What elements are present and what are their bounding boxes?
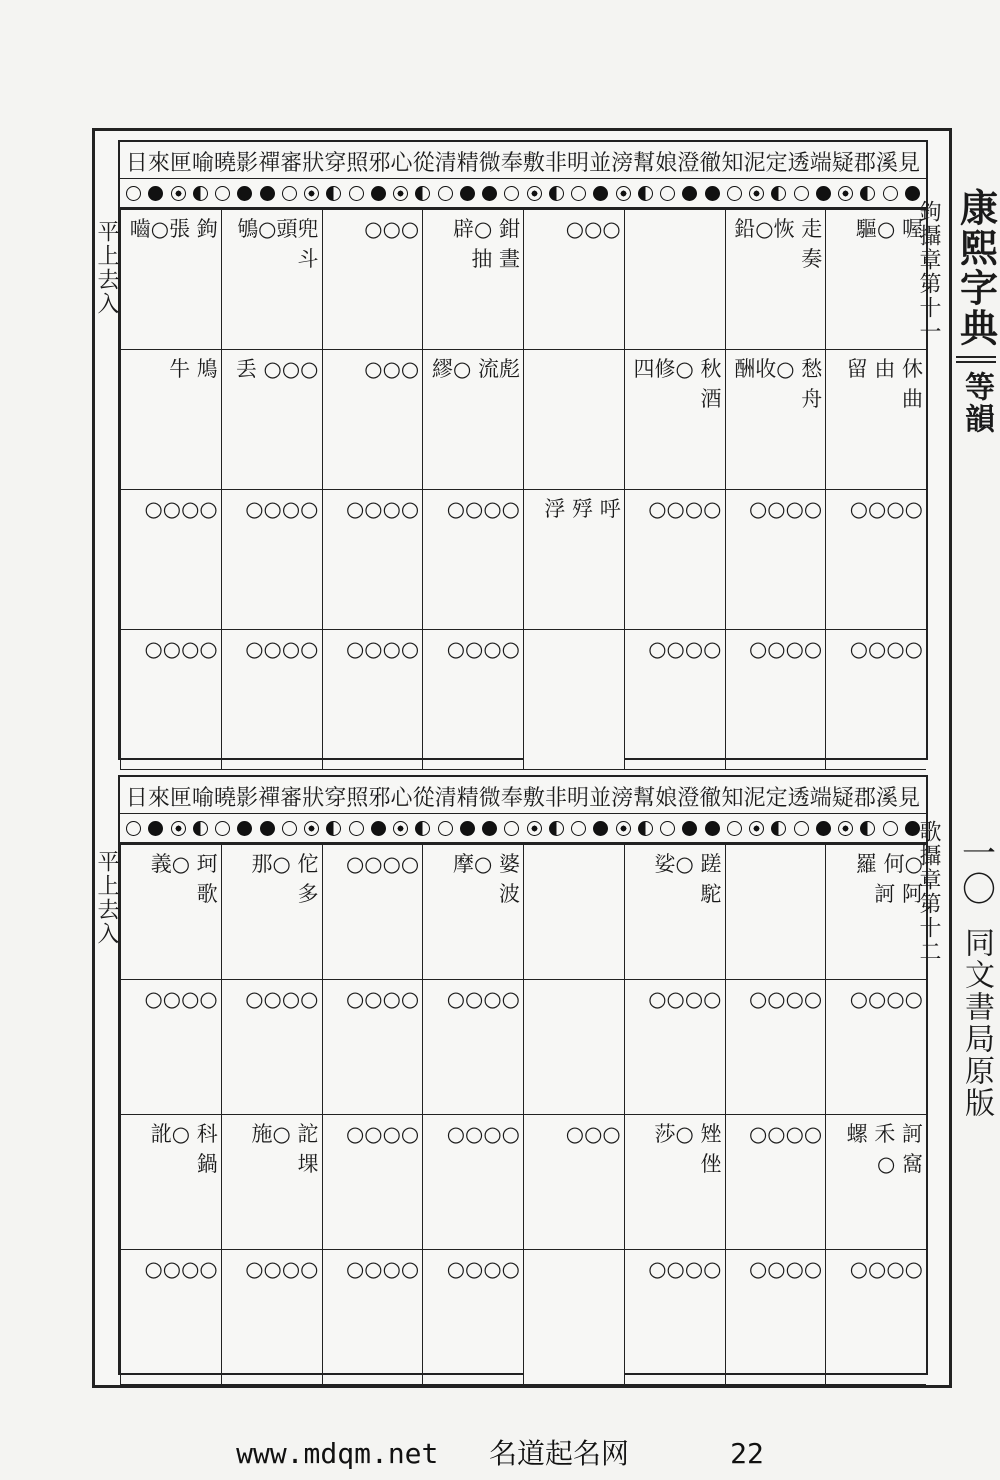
initial: 溪: [875, 786, 898, 811]
rhyme-cell: ○○○○: [322, 980, 423, 1115]
initial: 透: [787, 151, 810, 176]
rhyme-cell: ○○○○: [221, 980, 322, 1115]
initial: 幫: [633, 786, 656, 811]
initial: 非: [544, 151, 567, 176]
rhyme-cell: ○○○○: [221, 630, 322, 770]
initial-mark: [171, 186, 186, 201]
initial-mark: [237, 821, 252, 836]
rhyme-cell: 嚙○張 鉤: [120, 210, 221, 350]
initial-mark: [126, 821, 141, 836]
initial: 清: [434, 151, 457, 176]
initial: 喻: [191, 151, 214, 176]
initial-mark: [527, 821, 542, 836]
initial: 徹: [699, 786, 722, 811]
initial-mark: [727, 186, 742, 201]
rhyme-cell: 辟○ 鉗 抽 晝: [422, 210, 523, 350]
initial-mark: [237, 186, 252, 201]
initial: 明: [567, 786, 590, 811]
initial-mark: [415, 186, 430, 201]
initial-mark: [260, 186, 275, 201]
initial-mark: [304, 186, 319, 201]
initial-mark: [616, 821, 631, 836]
rhyme-cell: [523, 845, 624, 980]
rhyme-cell: ○○○○: [322, 490, 423, 630]
rhyme-cell: ○○○: [523, 210, 624, 350]
initial-mark: [549, 186, 564, 201]
initial-mark: [638, 186, 653, 201]
rhyme-cell: ○○○○: [120, 630, 221, 770]
top-rhyme-table: [118, 140, 928, 760]
initial-mark: [415, 821, 430, 836]
initial: 澄: [677, 786, 700, 811]
rhyme-cell: ○○○○: [422, 630, 523, 770]
rhyme-cell: 螺 禾 訶○ 窩: [825, 1115, 926, 1250]
rhyme-cell: ○○○ 丢: [221, 350, 322, 490]
initial-mark: [460, 821, 475, 836]
initial: 來: [147, 786, 170, 811]
initial-mark: [349, 186, 364, 201]
initial: 審: [280, 151, 303, 176]
rhyme-cell: ○○○○: [221, 490, 322, 630]
initial: 邪: [368, 786, 391, 811]
initial-mark: [838, 821, 853, 836]
initial: 來: [147, 151, 170, 176]
tone-label-top: 平上去入: [94, 220, 119, 316]
initial-mark: [727, 821, 742, 836]
initial-mark: [838, 186, 853, 201]
rhyme-cell: ○○○: [523, 1115, 624, 1250]
rhyme-cell: 留 由 休 曲: [825, 350, 926, 490]
initial: 微: [478, 786, 501, 811]
initial: 泥: [743, 151, 766, 176]
rhyme-cell: ○○○○: [725, 490, 826, 630]
initial: 喻: [191, 786, 214, 811]
initial: 泥: [743, 786, 766, 811]
rhyme-cell: 娑○ 蹉 駝: [624, 845, 725, 980]
rhyme-cell: 鉛○恢 走 奏: [725, 210, 826, 350]
initial-mark: [193, 186, 208, 201]
rhyme-cell: 繆○ 流彪: [422, 350, 523, 490]
initial-mark: [905, 186, 920, 201]
rhyme-cell: 酬收○ 愁 舟: [725, 350, 826, 490]
chapter-label-bottom: 歌攝章第十二: [916, 820, 941, 964]
rhyme-cell: ○○○○: [322, 1115, 423, 1250]
initial: 心: [390, 786, 413, 811]
initial-mark: [349, 821, 364, 836]
initial: 滂: [611, 151, 634, 176]
initial-mark: [460, 186, 475, 201]
initial: 照: [346, 786, 369, 811]
initial: 影: [236, 151, 259, 176]
initial-mark: [148, 821, 163, 836]
initial: 狀: [302, 151, 325, 176]
initial-mark: [171, 821, 186, 836]
initial: 匣: [169, 786, 192, 811]
initial-mark: [304, 821, 319, 836]
initial: 郡: [853, 151, 876, 176]
initial-mark: [660, 821, 675, 836]
rhyme-cell: ○○○○: [322, 1250, 423, 1385]
rhyme-cell: ○○○○: [624, 1250, 725, 1385]
rhyme-cell: ○○○○: [422, 1250, 523, 1385]
rhyme-cell: ○○○○: [120, 1250, 221, 1385]
rhyme-cell: ○○○○: [422, 490, 523, 630]
footer: [0, 1432, 1000, 1472]
rhyme-cell: ○○○○: [322, 845, 423, 980]
initial-mark: [438, 821, 453, 836]
publisher-label: 同文書局原版: [959, 927, 994, 1119]
initial-mark: [571, 821, 586, 836]
initial: 定: [765, 786, 788, 811]
initial: 郡: [853, 786, 876, 811]
chapter-label-top: 鉤攝章第十一: [916, 200, 941, 344]
initial-mark: [593, 186, 608, 201]
book-title: 康熙字典: [953, 188, 999, 348]
initial-mark: [438, 186, 453, 201]
initial: 見: [897, 786, 920, 811]
initial-mark: [326, 821, 341, 836]
rhyme-cell: [523, 980, 624, 1115]
initial-mark: [215, 186, 230, 201]
rhyme-cell: 牛 鳩: [120, 350, 221, 490]
rhyme-cell: [523, 1250, 624, 1385]
rhyme-cell: ○○○○: [725, 980, 826, 1115]
rhyme-grid: [120, 209, 926, 770]
initials-row: [120, 142, 926, 179]
initial: 匣: [169, 151, 192, 176]
initial-mark: [126, 186, 141, 201]
initial: 穿: [324, 786, 347, 811]
initial: 知: [721, 786, 744, 811]
initial-mark: [860, 186, 875, 201]
initial: 非: [544, 786, 567, 811]
page-number: 一〇: [955, 835, 996, 907]
initial: 滂: [611, 786, 634, 811]
rhyme-cell: 摩○ 婆 波: [422, 845, 523, 980]
initial: 清: [434, 786, 457, 811]
rhyme-cell: 四修○ 秋 酒: [624, 350, 725, 490]
rhyme-cell: ○○○○: [422, 980, 523, 1115]
initial-mark: [816, 821, 831, 836]
marks-row: [120, 814, 926, 844]
rhyme-cell: ○○○○: [825, 630, 926, 770]
rhyme-cell: 訛○ 科 鍋: [120, 1115, 221, 1250]
initial: 定: [765, 151, 788, 176]
bottom-rhyme-table: [118, 775, 928, 1375]
initial-mark: [393, 186, 408, 201]
initial: 疑: [831, 786, 854, 811]
rhyme-cell: 浮 殍 呼: [523, 490, 624, 630]
initial: 微: [478, 151, 501, 176]
rhyme-cell: ○○○○: [825, 1250, 926, 1385]
rhyme-grid: [120, 844, 926, 1385]
rhyme-cell: 莎○ 矬 侳: [624, 1115, 725, 1250]
rhyme-cell: [725, 845, 826, 980]
initial: 曉: [214, 151, 237, 176]
initial: 狀: [302, 786, 325, 811]
initial: 端: [809, 151, 832, 176]
initial-mark: [393, 821, 408, 836]
initial-mark: [549, 821, 564, 836]
rhyme-cell: ○○○○: [120, 980, 221, 1115]
initial: 穿: [324, 151, 347, 176]
footer-site-name: 名道起名网: [488, 1437, 629, 1470]
initial-mark: [883, 186, 898, 201]
initial-mark: [794, 186, 809, 201]
initial-mark: [860, 821, 875, 836]
rhyme-cell: ○○○○: [725, 630, 826, 770]
initial: 敷: [522, 151, 545, 176]
rhyme-cell: ○○○: [322, 210, 423, 350]
initial-mark: [282, 821, 297, 836]
initial: 娘: [655, 151, 678, 176]
initial-mark: [282, 186, 297, 201]
rhyme-cell: ○○○○: [120, 490, 221, 630]
initial-mark: [593, 821, 608, 836]
initial-mark: [527, 186, 542, 201]
footer-number: 22: [730, 1437, 764, 1470]
initial-mark: [883, 821, 898, 836]
initial-mark: [771, 186, 786, 201]
rhyme-cell: 驅○ 喔: [825, 210, 926, 350]
initial-mark: [794, 821, 809, 836]
rhyme-cell: ○○○○: [624, 490, 725, 630]
rhyme-cell: 鴝○頭兜 斗: [221, 210, 322, 350]
initial: 影: [236, 786, 259, 811]
initial-mark: [771, 821, 786, 836]
initial: 審: [280, 786, 303, 811]
initial-mark: [682, 186, 697, 201]
initial: 知: [721, 151, 744, 176]
initial-mark: [571, 186, 586, 201]
initial-mark: [482, 186, 497, 201]
rhyme-cell: ○○○○: [422, 1115, 523, 1250]
initial: 幫: [633, 151, 656, 176]
initial-mark: [749, 821, 764, 836]
rhyme-cell: 施○ 詑 堁: [221, 1115, 322, 1250]
rhyme-cell: ○○○○: [624, 980, 725, 1115]
initial: 曉: [214, 786, 237, 811]
initial: 精: [456, 151, 479, 176]
initial: 心: [390, 151, 413, 176]
initial-mark: [749, 186, 764, 201]
initial: 並: [589, 151, 612, 176]
rhyme-cell: ○○○○: [725, 1115, 826, 1250]
initial-mark: [371, 186, 386, 201]
sidebar: [952, 128, 1000, 1388]
initial: 透: [787, 786, 810, 811]
initial-mark: [371, 821, 386, 836]
rhyme-cell: 那○ 佗 多: [221, 845, 322, 980]
initial-mark: [660, 186, 675, 201]
initial-mark: [260, 821, 275, 836]
rhyme-cell: ○○○○: [725, 1250, 826, 1385]
initial: 娘: [655, 786, 678, 811]
tone-label-bottom: 平上去入: [94, 850, 119, 946]
rhyme-cell: ○○○: [322, 350, 423, 490]
initial-mark: [482, 821, 497, 836]
initial-mark: [638, 821, 653, 836]
initial: 見: [897, 151, 920, 176]
rhyme-cell: ○○○○: [825, 980, 926, 1115]
initial: 禪: [258, 786, 281, 811]
initial: 疑: [831, 151, 854, 176]
rhyme-cell: [624, 210, 725, 350]
initial: 從: [412, 786, 435, 811]
rhyme-cell: ○○○○: [624, 630, 725, 770]
rhyme-cell: ○○○○: [825, 490, 926, 630]
initial-mark: [504, 821, 519, 836]
initials-row: [120, 777, 926, 814]
initial-mark: [682, 821, 697, 836]
initial-mark: [215, 821, 230, 836]
rhyme-cell: [523, 630, 624, 770]
marks-row: [120, 179, 926, 209]
initial: 並: [589, 786, 612, 811]
section-title: 等韻: [959, 371, 994, 435]
initial-mark: [148, 186, 163, 201]
initial: 奉: [500, 786, 523, 811]
divider: [956, 356, 996, 363]
initial: 日: [125, 786, 148, 811]
initial: 照: [346, 151, 369, 176]
initial-mark: [504, 186, 519, 201]
initial: 明: [567, 151, 590, 176]
initial-mark: [616, 186, 631, 201]
initial-mark: [193, 821, 208, 836]
footer-site[interactable]: www.mdqm.net: [236, 1437, 439, 1470]
initial: 禪: [258, 151, 281, 176]
initial-mark: [705, 186, 720, 201]
rhyme-cell: 義○ 珂 歌: [120, 845, 221, 980]
initial: 敷: [522, 786, 545, 811]
initial: 端: [809, 786, 832, 811]
initial-mark: [816, 186, 831, 201]
rhyme-cell: ○○○○: [322, 630, 423, 770]
initial: 澄: [677, 151, 700, 176]
initial: 溪: [875, 151, 898, 176]
initial: 徹: [699, 151, 722, 176]
rhyme-cell: 羅 何○ 訶 阿: [825, 845, 926, 980]
initial: 奉: [500, 151, 523, 176]
initial: 精: [456, 786, 479, 811]
rhyme-cell: [523, 350, 624, 490]
rhyme-cell: ○○○○: [221, 1250, 322, 1385]
initial-mark: [705, 821, 720, 836]
initial-mark: [326, 186, 341, 201]
initial: 邪: [368, 151, 391, 176]
initial: 從: [412, 151, 435, 176]
initial: 日: [125, 151, 148, 176]
